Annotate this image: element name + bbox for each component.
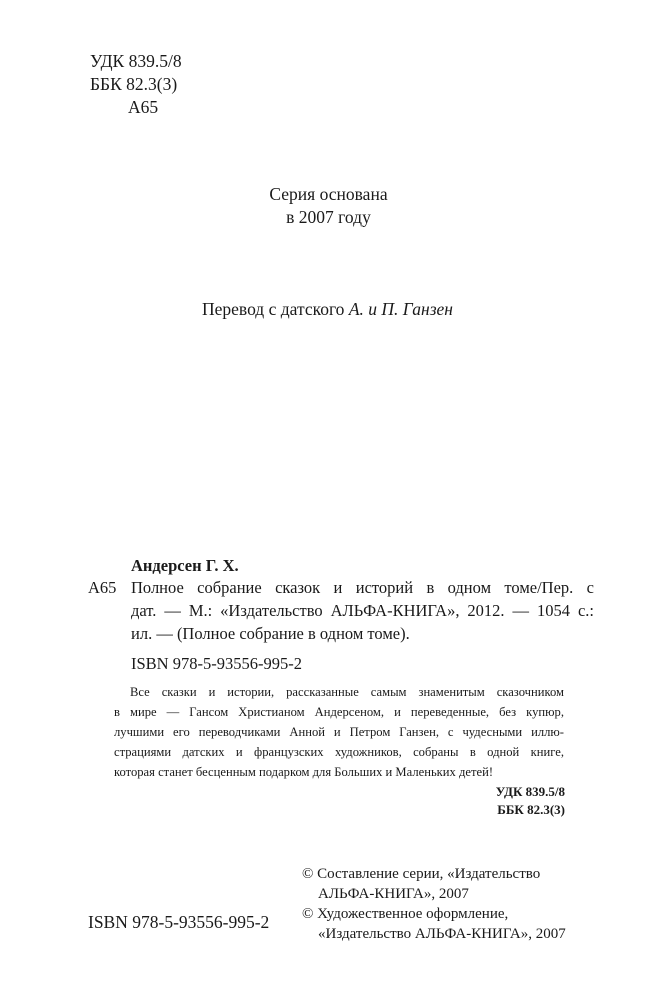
right-bbk-code: ББК 82.3(3) — [497, 802, 565, 817]
catalog-line: ил. — (Полное собрание в одном томе). — [131, 624, 410, 643]
annotation-line: в мире — Гансом Христианом Андерсеном, и переведенные, без купюр, — [114, 705, 564, 719]
copyright-line: «Издательство АЛЬФА-КНИГА», 2007 — [318, 926, 566, 942]
copyright-line: © Составление серии, «Издательство — [302, 866, 541, 882]
catalog-line: Полное собрание сказок и историй в одном томе/Пер. с — [131, 578, 594, 597]
annotation-line: Все сказки и истории, рассказанные самым знаменитым сказочником — [130, 685, 564, 699]
copyright-line: АЛЬФА-КНИГА», 2007 — [318, 886, 469, 902]
bbk-code: ББК 82.3(3) — [90, 74, 178, 94]
translation-prefix: Перевод с датского — [202, 299, 349, 319]
catalog-author: Андерсен Г. Х. — [131, 556, 239, 575]
catalog-line: дат. — М.: «Издательство АЛЬФА-КНИГА», 2012. — 1054 с.: — [131, 601, 594, 620]
annotation-line: лучшими его переводчиками Анной и Петром Ганзен, с чудесными иллю- — [114, 725, 564, 739]
annotation-line: которая станет бесценным подарком для Больших и Маленьких детей! — [114, 765, 494, 779]
annotation-line: страциями датских и французских художников, собраны в одной книге, — [114, 745, 564, 759]
bottom-isbn: ISBN 978-5-93556-995-2 — [88, 912, 270, 932]
copyright-line: © Художественное оформление, — [302, 906, 509, 922]
catalog-code: А65 — [88, 578, 117, 597]
series-note-line-1: Серия основана — [269, 184, 388, 204]
translation-credit — [202, 299, 453, 320]
right-udk-code: УДК 839.5/8 — [495, 784, 565, 799]
udk-code: УДК 839.5/8 — [90, 51, 182, 71]
series-note-line-2: в 2007 году — [286, 207, 371, 227]
translators: А. и П. Ганзен — [348, 299, 453, 319]
author-code: А65 — [128, 97, 159, 117]
catalog-isbn: ISBN 978-5-93556-995-2 — [131, 654, 302, 673]
